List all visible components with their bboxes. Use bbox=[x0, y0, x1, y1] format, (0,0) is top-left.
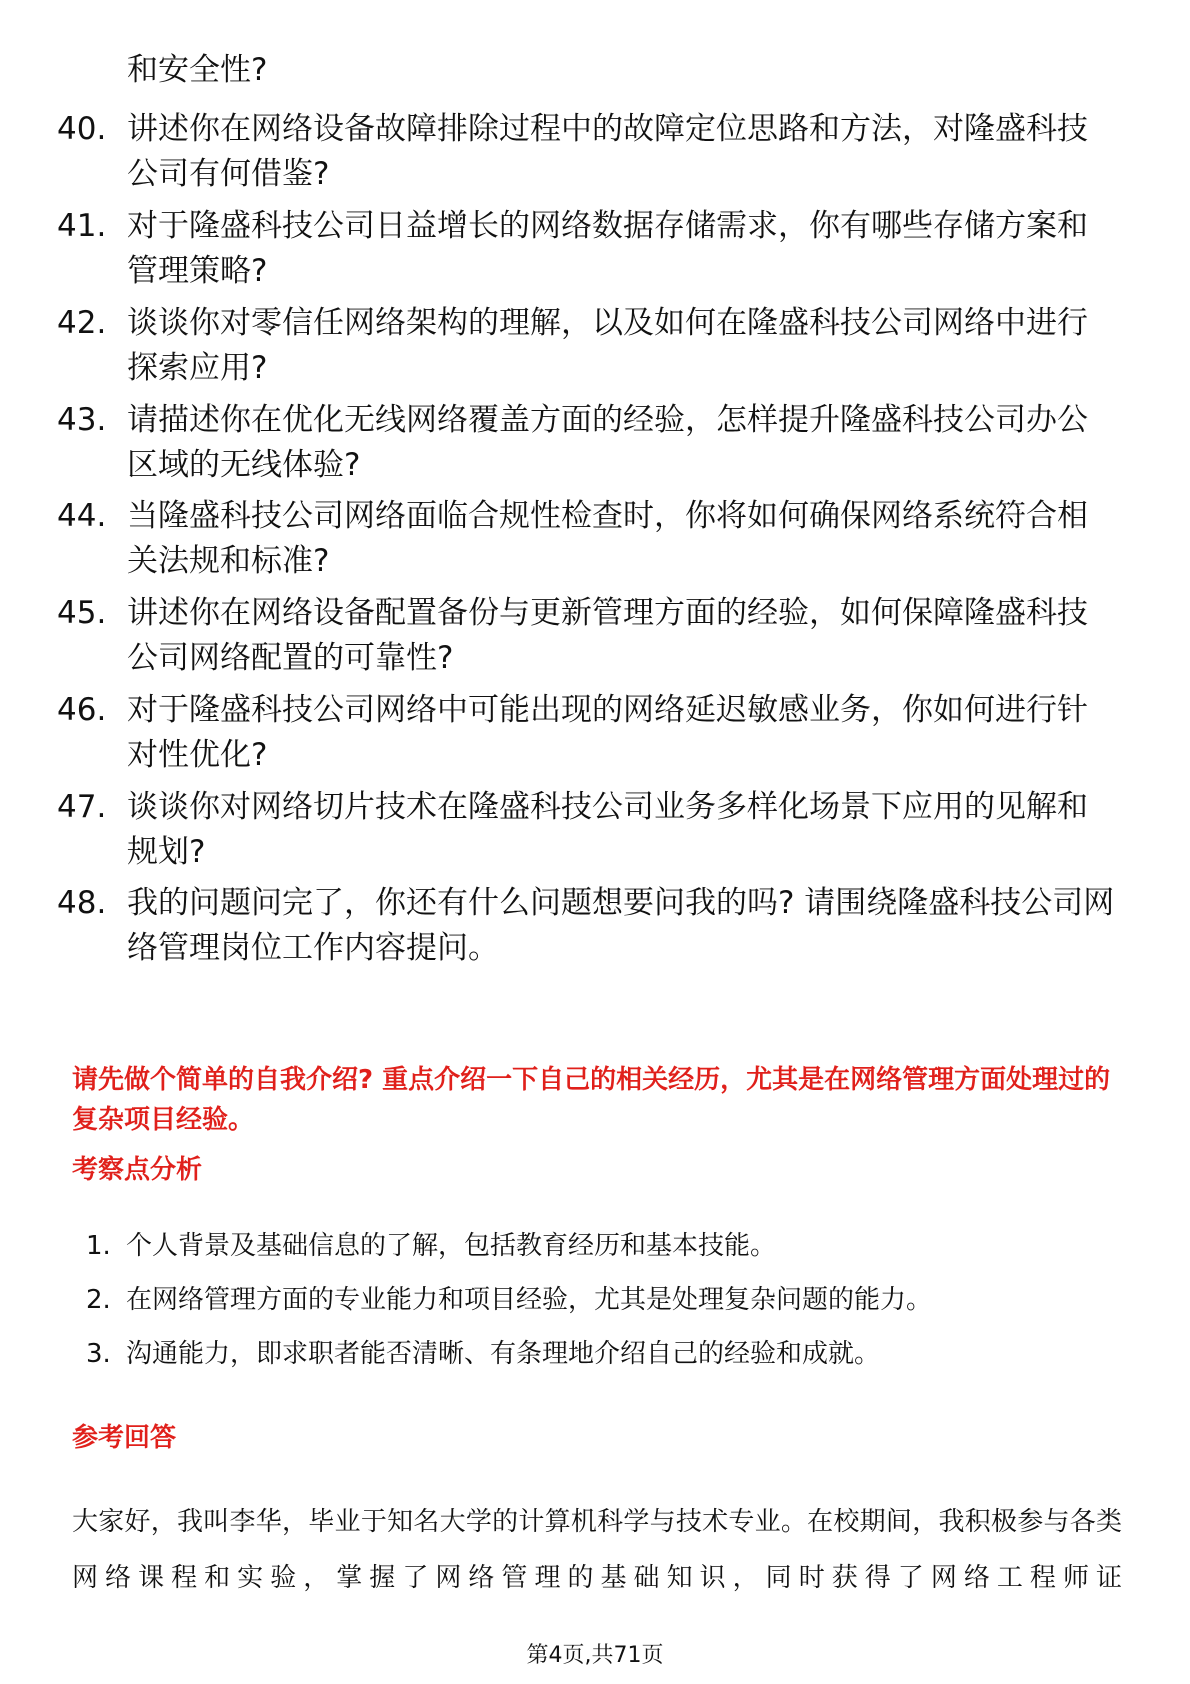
question-text: 对于隆盛科技公司网络中可能出现的网络延迟敏感业务，你如何进行针对性优化? bbox=[127, 692, 1088, 773]
question-number: 41. bbox=[57, 208, 107, 244]
analysis-heading: 考察点分析 bbox=[72, 1155, 203, 1185]
question-number: 45. bbox=[57, 595, 107, 631]
question-number: 42. bbox=[57, 305, 107, 341]
page-footer: 第4页,共71页 bbox=[526, 1643, 664, 1668]
point-number: 1. bbox=[86, 1231, 111, 1261]
question-number: 40. bbox=[57, 111, 107, 147]
question-text: 当隆盛科技公司网络面临合规性检查时，你将如何确保网络系统符合相关法规和标准? bbox=[127, 498, 1088, 579]
question-text: 谈谈你对零信任网络架构的理解，以及如何在隆盛科技公司网络中进行探索应用? bbox=[127, 305, 1088, 386]
question-text: 对于隆盛科技公司日益增长的网络数据存储需求，你有哪些存储方案和管理策略? bbox=[127, 208, 1088, 289]
question-number: 48. bbox=[57, 885, 107, 921]
point-number: 3. bbox=[86, 1339, 111, 1369]
question-text: 我的问题问完了，你还有什么问题想要问我的吗? 请围绕隆盛科技公司网络管理岗位工作内容提问。 bbox=[127, 885, 1115, 966]
question-number: 43. bbox=[57, 402, 107, 438]
question-text: 谈谈你对网络切片技术在隆盛科技公司业务多样化场景下应用的见解和规划? bbox=[127, 789, 1088, 870]
question-number: 46. bbox=[57, 692, 107, 728]
question-number: 44. bbox=[57, 498, 107, 534]
question-text: 讲述你在网络设备故障排除过程中的故障定位思路和方法，对隆盛科技公司有何借鉴? bbox=[127, 111, 1088, 192]
reference-heading: 参考回答 bbox=[72, 1423, 177, 1453]
point-text: 个人背景及基础信息的了解，包括教育经历和基本技能。 bbox=[126, 1231, 777, 1261]
featured-question: 请先做个简单的自我介绍? 重点介绍一下自己的相关经历，尤其是在网络管理方面处理过的复杂项目经验。 bbox=[72, 1065, 1111, 1135]
question-number: 47. bbox=[57, 789, 107, 825]
point-number: 2. bbox=[86, 1285, 111, 1315]
point-text: 沟通能力，即求职者能否清晰、有条理地介绍自己的经验和成就。 bbox=[126, 1339, 881, 1369]
reference-answer: 大家好，我叫李华，毕业于知名大学的计算机科学与技术专业。在校期间，我积极参与各类网络课程和实验，掌握了网络管理的基础知识，同时获得了网络工程师证 bbox=[72, 1507, 1122, 1593]
question-text: 讲述你在网络设备配置备份与更新管理方面的经验，如何保障隆盛科技公司网络配置的可靠性? bbox=[127, 595, 1088, 676]
question-text: 请描述你在优化无线网络覆盖方面的经验，怎样提升隆盛科技公司办公区域的无线体验? bbox=[127, 402, 1088, 483]
continued-question-text: 和安全性? bbox=[127, 52, 268, 88]
point-text: 在网络管理方面的专业能力和项目经验，尤其是处理复杂问题的能力。 bbox=[126, 1285, 933, 1315]
